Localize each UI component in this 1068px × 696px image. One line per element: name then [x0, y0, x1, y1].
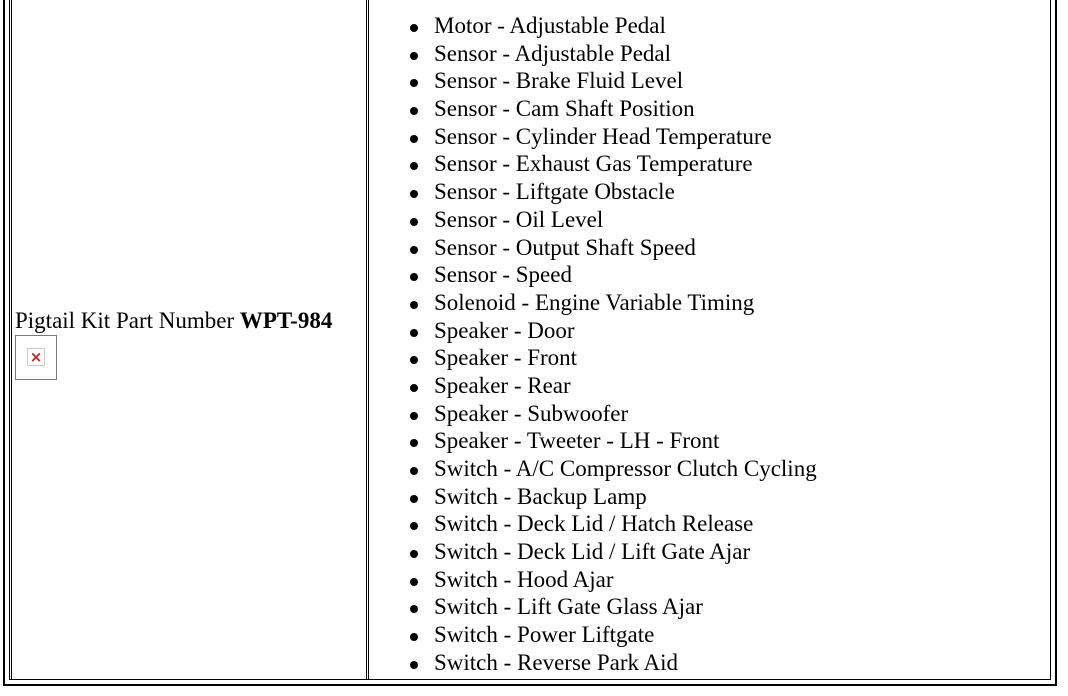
list-item: [410, 593, 817, 621]
list-item: [410, 150, 817, 178]
list-item: [410, 649, 817, 677]
list-item-text: Switch - Deck Lid / Hatch Release: [434, 511, 754, 537]
list-item: [410, 427, 817, 455]
bullet-icon: [410, 329, 418, 337]
list-item-text: Sensor - Oil Level: [434, 206, 604, 232]
list-item-text: Solenoid - Engine Variable Timing: [434, 289, 755, 315]
list-item-text: Speaker - Door: [434, 317, 575, 343]
list-item-text: Sensor - Output Shaft Speed: [434, 234, 696, 260]
list-item: [410, 566, 817, 594]
list-item: [410, 538, 817, 566]
list-item: [410, 621, 817, 649]
bullet-icon: [410, 24, 418, 32]
list-item-text: Sensor - Speed: [434, 262, 572, 288]
bullet-icon: [410, 162, 418, 170]
bullet-icon: [410, 52, 418, 60]
list-item: [410, 12, 817, 40]
list-item: [410, 234, 817, 262]
list-item: [410, 483, 817, 511]
bullet-icon: [410, 439, 418, 447]
list-item-text: Sensor - Brake Fluid Level: [434, 68, 684, 94]
list-item: [410, 289, 817, 317]
list-item: [410, 400, 817, 428]
list-item: [410, 455, 817, 483]
part-number: WPT-984: [239, 308, 333, 333]
list-item-text: Switch - Lift Gate Glass Ajar: [434, 594, 703, 620]
item-list: [410, 12, 817, 677]
list-item: [410, 178, 817, 206]
broken-image-icon: [15, 335, 57, 380]
list-item: [410, 510, 817, 538]
list-item: [410, 317, 817, 345]
bullet-icon: [410, 190, 418, 198]
list-item-text: Sensor - Cam Shaft Position: [434, 96, 695, 122]
bullet-icon: [410, 550, 418, 558]
list-item-text: Motor - Adjustable Pedal: [434, 13, 666, 38]
list-item: [410, 206, 817, 234]
bullet-icon: [410, 273, 418, 281]
bullet-icon: [410, 218, 418, 226]
list-item: [410, 261, 817, 289]
list-item: [410, 344, 817, 372]
list-item-text: Speaker - Tweeter - LH - Front: [434, 428, 720, 454]
bullet-icon: [410, 467, 418, 475]
bullet-icon: [410, 301, 418, 309]
list-item-text: Speaker - Rear: [434, 372, 571, 398]
bullet-icon: [410, 135, 418, 143]
list-item-text: Switch - Backup Lamp: [434, 483, 647, 509]
list-item-text: Sensor - Exhaust Gas Temperature: [434, 151, 753, 177]
bullet-icon: [410, 79, 418, 87]
list-item-text: Switch - Hood Ajar: [434, 566, 614, 592]
bullet-icon: [410, 661, 418, 669]
bullet-icon: [410, 578, 418, 586]
bullet-icon: [410, 522, 418, 530]
list-item-text: Sensor - Liftgate Obstacle: [434, 179, 675, 205]
list-item-text: Switch - Deck Lid / Lift Gate Ajar: [434, 539, 751, 565]
bullet-icon: [410, 384, 418, 392]
list-item-text: Speaker - Subwoofer: [434, 400, 629, 426]
broken-image-glyph: ×: [27, 348, 45, 366]
list-item: [410, 67, 817, 95]
list-item: [410, 372, 817, 400]
list-item-text: Speaker - Front: [434, 345, 578, 371]
list-item: [410, 123, 817, 151]
bullet-icon: [410, 495, 418, 503]
list-item-text: Switch - Power Liftgate: [434, 622, 655, 648]
list-item-text: Switch - A/C Compressor Clutch Cycling: [434, 456, 817, 481]
pigtail-kit-label-prefix: Pigtail Kit Part Number: [15, 308, 240, 333]
list-item-text: Sensor - Cylinder Head Temperature: [434, 123, 772, 149]
bullet-icon: [410, 633, 418, 641]
list-item-text: Switch - Reverse Park Aid: [434, 649, 679, 675]
pigtail-kit-label: [15, 308, 332, 334]
bullet-icon: [410, 107, 418, 115]
list-item: [410, 95, 817, 123]
bullet-icon: [410, 412, 418, 420]
list-item-text: Sensor - Adjustable Pedal: [434, 40, 671, 66]
bullet-icon: [410, 605, 418, 613]
bullet-icon: [410, 246, 418, 254]
bullet-icon: [410, 356, 418, 364]
part-number-cell: [11, 0, 367, 680]
list-item: [410, 40, 817, 68]
